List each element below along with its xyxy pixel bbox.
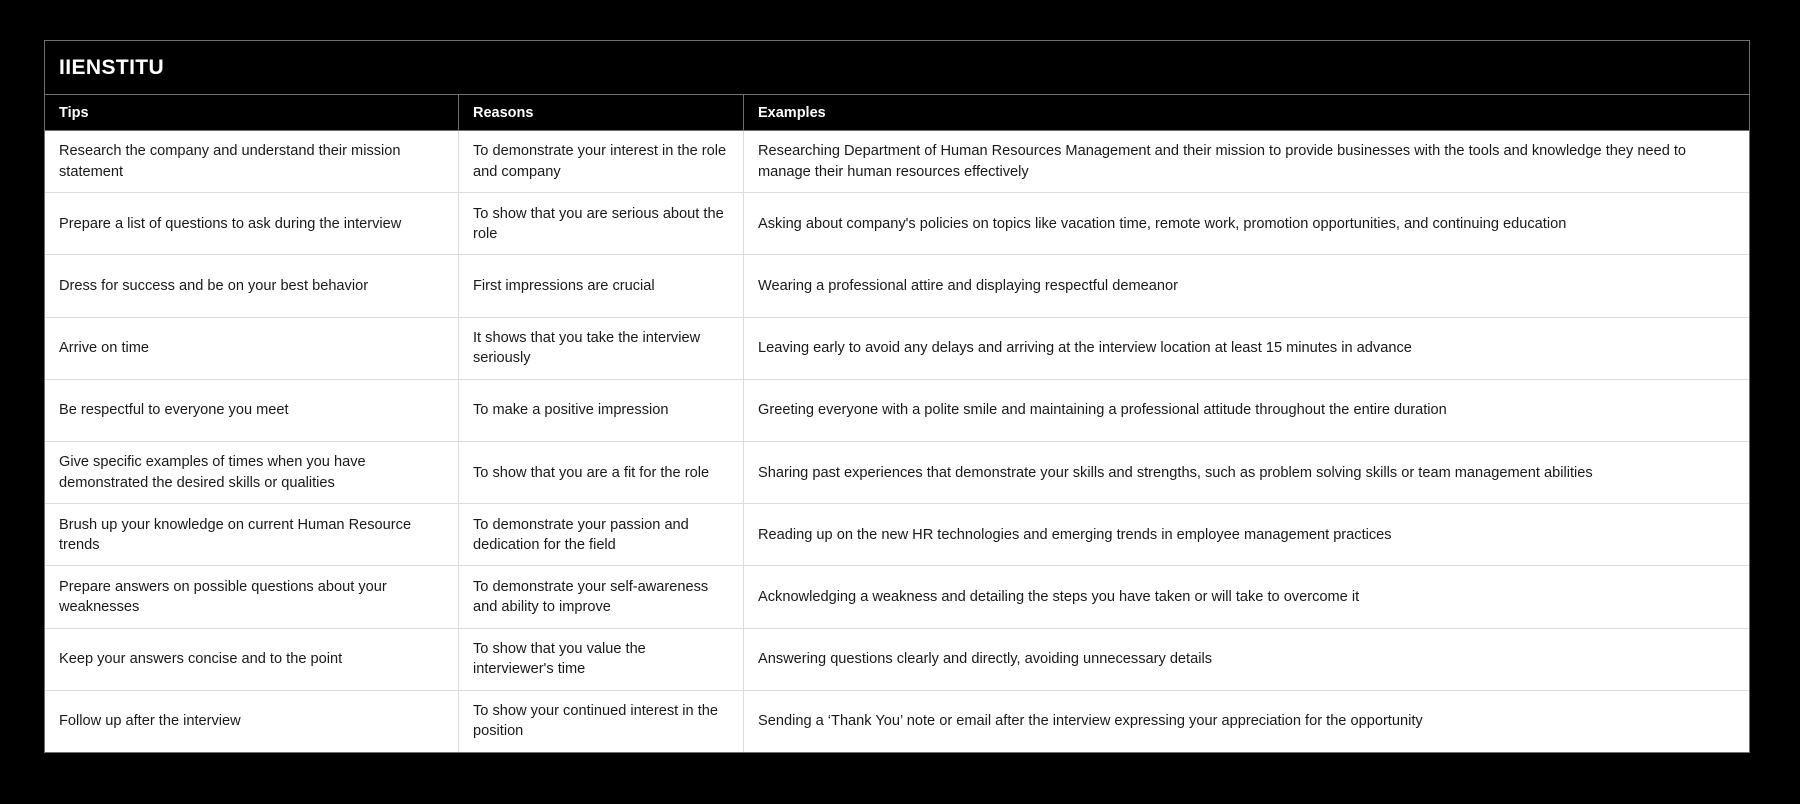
cell-example: Asking about company's policies on topics like vacation time, remote work, promotion opportunities, and continuing education [758, 215, 1567, 232]
cell-example: Acknowledging a weakness and detailing the steps you have taken or will take to overcome it [758, 588, 1360, 605]
column-header-examples: Examples [758, 104, 826, 121]
cell-tip: Dress for success and be on your best behavior [45, 255, 459, 316]
cell-tip: Arrive on time [45, 318, 459, 379]
table-row [45, 442, 1749, 504]
table-header-row [45, 95, 1749, 131]
table-row [45, 691, 1749, 752]
cell-example: Sharing past experiences that demonstrate your skills and strengths, such as problem solving skills or team management abilities [758, 464, 1593, 481]
brand-title: IIENSTITU [59, 55, 165, 79]
cell-example: Reading up on the new HR technologies and emerging trends in employee management practices [758, 526, 1392, 543]
table-row [45, 504, 1749, 566]
cell-tip: Give specific examples of times when you have demonstrated the desired skills or qualities [45, 442, 459, 503]
tips-table [44, 40, 1750, 753]
cell-reason: To demonstrate your self-awareness and ability to improve [459, 566, 744, 627]
cell-tip: Prepare a list of questions to ask during the interview [45, 193, 459, 254]
cell-tip: Be respectful to everyone you meet [45, 380, 459, 441]
table-row [45, 629, 1749, 691]
cell-example: Answering questions clearly and directly, avoiding unnecessary details [758, 651, 1213, 668]
table-row [45, 380, 1749, 442]
cell-reason: To demonstrate your interest in the role and company [459, 131, 744, 192]
table-body [45, 131, 1749, 752]
cell-tip: Keep your answers concise and to the point [45, 629, 459, 690]
table-row [45, 318, 1749, 380]
brand-bar [45, 41, 1749, 95]
cell-tip: Follow up after the interview [45, 691, 459, 752]
cell-reason: To demonstrate your passion and dedication for the field [459, 504, 744, 565]
table-row [45, 193, 1749, 255]
cell-reason: To show that you value the interviewer's time [459, 629, 744, 690]
cell-reason: To show that you are a fit for the role [459, 442, 744, 503]
table-row [45, 131, 1749, 193]
table-row [45, 255, 1749, 317]
cell-tip: Prepare answers on possible questions about your weaknesses [45, 566, 459, 627]
cell-example: Greeting everyone with a polite smile and maintaining a professional attitude throughout the entire duration [758, 402, 1447, 419]
cell-tip: Research the company and understand their mission statement [45, 131, 459, 192]
cell-reason: To show that you are serious about the role [459, 193, 744, 254]
cell-tip: Brush up your knowledge on current Human Resource trends [45, 504, 459, 565]
cell-reason: It shows that you take the interview seriously [459, 318, 744, 379]
cell-example: Leaving early to avoid any delays and arriving at the interview location at least 15 minutes in advance [758, 340, 1412, 357]
column-header-tips: Tips [45, 95, 459, 130]
cell-reason: To show your continued interest in the position [459, 691, 744, 752]
cell-reason: To make a positive impression [459, 380, 744, 441]
cell-reason: First impressions are crucial [459, 255, 744, 316]
cell-example: Sending a ‘Thank You’ note or email after the interview expressing your appreciation for the opportunity [758, 713, 1423, 730]
column-header-reasons: Reasons [459, 95, 744, 130]
table-row [45, 566, 1749, 628]
cell-example: Wearing a professional attire and displaying respectful demeanor [758, 277, 1178, 294]
cell-example: Researching Department of Human Resources Management and their mission to provide businesses with the tools and knowledge they need to manage their human resources effectively [758, 143, 1687, 180]
